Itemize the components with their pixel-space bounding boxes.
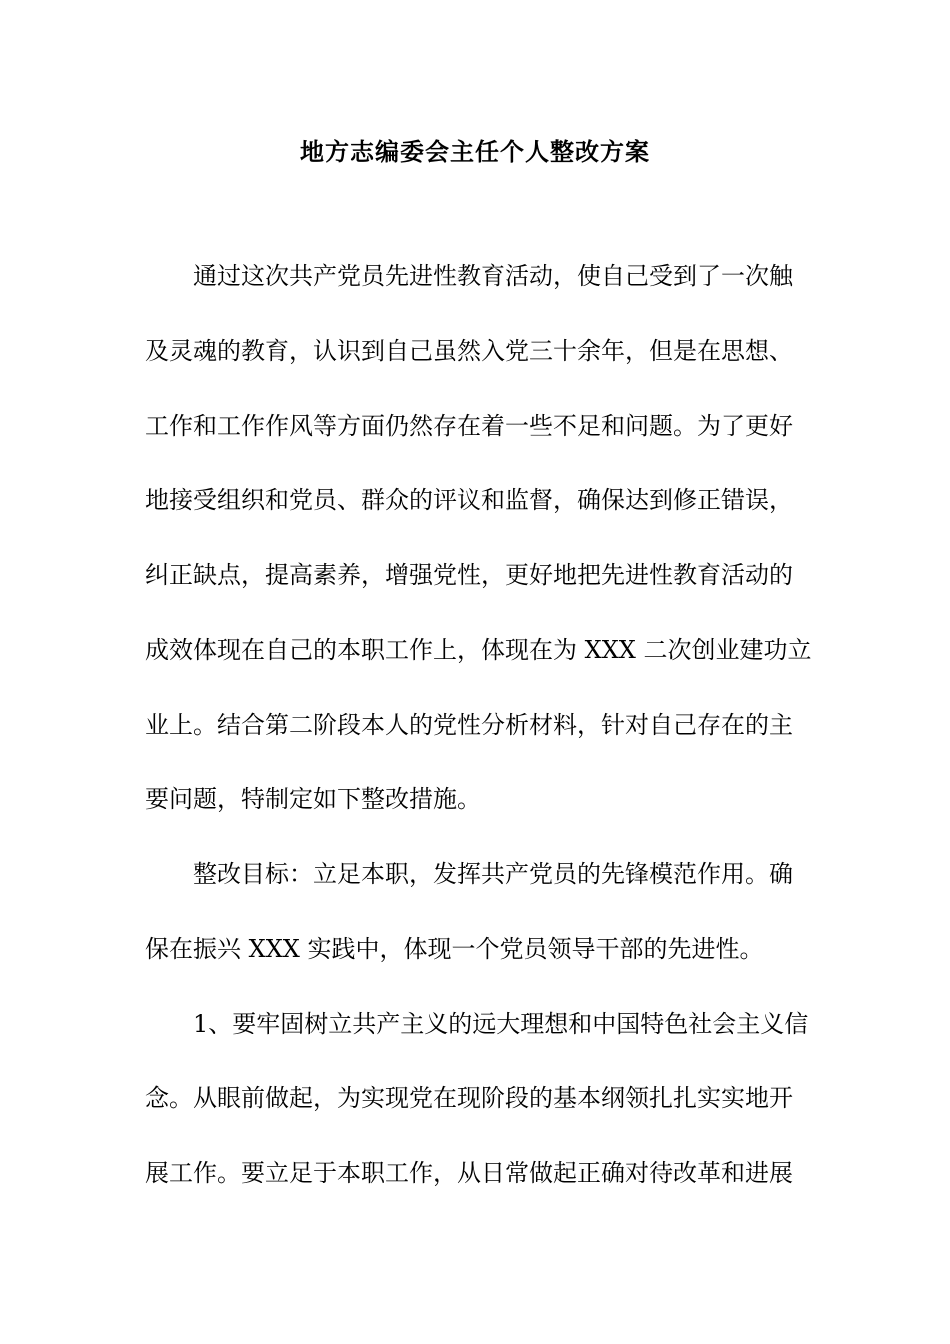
- document-title: 地方志编委会主任个人整改方案: [300, 138, 650, 166]
- paragraph-line: 展工作。要立足于本职工作，从日常做起正确对待改革和进展: [145, 1159, 793, 1187]
- paragraph-line: 1、要牢固树立共产主义的远大理想和中国特色社会主义信: [193, 1010, 809, 1038]
- paragraph-line: 地接受组织和党员、群众的评议和监督，确保达到修正错误，: [145, 486, 793, 514]
- paragraph-line: 整改目标：立足本职，发挥共产党员的先锋模范作用。确: [193, 860, 793, 888]
- paragraph-line: 通过这次共产党员先进性教育活动，使自己受到了一次触: [193, 262, 793, 290]
- paragraph-line: 保在振兴 XXX 实践中，体现一个党员领导干部的先进性。: [145, 935, 764, 963]
- paragraph-line: 要问题，特制定如下整改措施。: [145, 785, 481, 813]
- paragraph-line: 及灵魂的教育，认识到自己虽然入党三十余年，但是在思想、: [145, 337, 793, 365]
- paragraph-line: 纠正缺点，提高素养，增强党性，更好地把先进性教育活动的: [145, 561, 793, 589]
- paragraph-line: 业上。结合第二阶段本人的党性分析材料，针对自己存在的主: [145, 711, 793, 739]
- paragraph-line: 成效体现在自己的本职工作上，体现在为 XXX 二次创业建功立: [145, 636, 812, 664]
- paragraph-line: 工作和工作作风等方面仍然存在着一些不足和问题。为了更好: [145, 412, 793, 440]
- paragraph-line: 念。从眼前做起，为实现党在现阶段的基本纲领扎扎实实地开: [145, 1084, 793, 1112]
